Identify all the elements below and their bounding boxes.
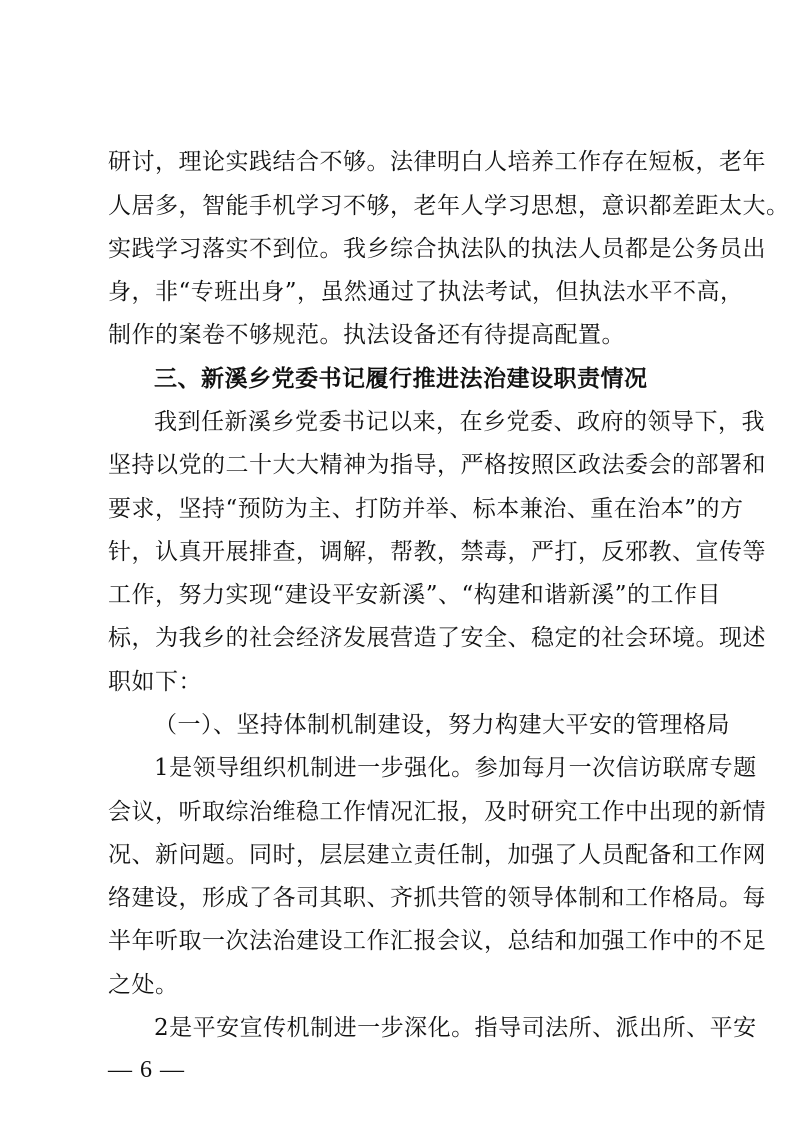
body-text-line: 标，为我乡的社会经济发展营造了安全、稳定的社会环境。现述 <box>108 625 766 651</box>
body-text-line: 工作，努力实现“建设平安新溪”、“构建和谐新溪”的工作目 <box>108 582 722 608</box>
body-text-line: 坚持以党的二十大大精神为指导，严格按照区政法委会的部署和 <box>108 452 766 478</box>
paragraph-first-line: 1是领导组织机制进一步强化。参加每月一次信访联席专题 <box>154 755 757 781</box>
paragraph-first-line: 2是平安宣传机制进一步深化。指导司法所、派出所、平安 <box>154 1015 757 1041</box>
body-text-line: 研讨，理论实践结合不够。法律明白人培养工作存在短板，老年 <box>108 149 766 175</box>
body-text-line: 要求，坚持“预防为主、打防并举、标本兼治、重在治本”的方 <box>108 496 744 522</box>
body-text-line: 身，非“专班出身”，虽然通过了执法考试，但执法水平不高， <box>108 279 744 305</box>
page-number: — 6 — <box>108 1057 185 1083</box>
body-text-line: 针，认真开展排查，调解，帮教，禁毒，严打，反邪教、宣传等 <box>108 539 766 565</box>
body-text-line: 制作的案卷不够规范。执法设备还有待提高配置。 <box>108 322 625 348</box>
section-heading: 三、新溪乡党委书记履行推进法治建设职责情况 <box>154 365 648 392</box>
body-text-line: 半年听取一次法治建设工作汇报会议，总结和加强工作中的不足 <box>108 928 766 954</box>
body-text-line: 人居多，智能手机学习不够，老年人学习思想，意识都差距太大。 <box>108 193 790 219</box>
body-text-line: 实践学习落实不到位。我乡综合执法队的执法人员都是公务员出 <box>108 236 766 262</box>
body-text-line: 况、新问题。同时，层层建立责任制，加强了人员配备和工作网 <box>108 842 766 868</box>
body-text-line: 职如下： <box>108 669 202 695</box>
subsection-heading: （一）、坚持体制机制建设，努力构建大平安的管理格局 <box>154 712 730 738</box>
body-text-line: 会议，听取综治维稳工作情况汇报，及时研究工作中出现的新情 <box>108 799 766 825</box>
paragraph-first-line: 我到任新溪乡党委书记以来，在乡党委、政府的领导下，我 <box>154 409 765 435</box>
body-text-line: 络建设，形成了各司其职、齐抓共管的领导体制和工作格局。每 <box>108 885 766 911</box>
body-text-line: 之处。 <box>108 972 179 998</box>
